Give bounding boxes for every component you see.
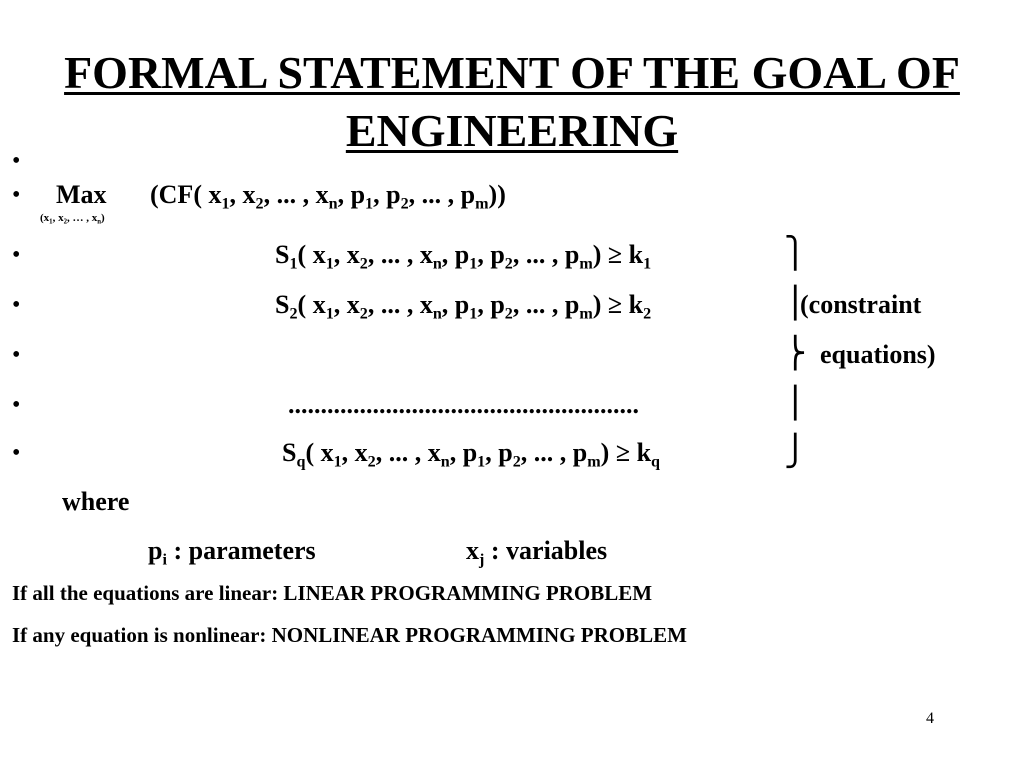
page-number: 4 xyxy=(926,710,934,727)
bullet-3: • xyxy=(12,242,21,268)
bullet-2: • xyxy=(12,182,21,208)
constraint-ellipsis: ...................................................... xyxy=(288,390,639,419)
where-label: where xyxy=(62,487,130,516)
nonlinear-note: If any equation is nonlinear: NONLINEAR PROGRAMMING PROBLEM xyxy=(12,623,687,647)
parameters-definition: $p_i$ : parameters xyxy=(148,536,316,569)
slide-title-line-2: ENGINEERING xyxy=(345,105,679,156)
constraint-s1: $S_1$( $x_1$, $x_2$, ... , $x_n$, $p_1$, $p_2$, ... , $p_m) \ge k_1$ xyxy=(275,240,652,273)
brace-lower-bar: ⎪ xyxy=(784,387,807,420)
brace-middle: ⎬ xyxy=(784,337,807,370)
objective-max-subscript: ($x_1$, $x_2$, … , $x_n$) xyxy=(40,212,105,226)
constraint-sq: $S_q$( $x_1$, $x_2$, ... , $x_n$, $p_1$, $p_2$, ... , $p_m) \ge k_q$ xyxy=(282,438,661,471)
bullet-5: • xyxy=(12,342,21,368)
linear-note: If all the equations are linear: LINEAR PROGRAMMING PROBLEM xyxy=(12,581,653,605)
bullet-7: • xyxy=(12,440,21,466)
constraint-label-line-1: (constraint xyxy=(800,290,922,319)
bullet-1: • xyxy=(12,148,21,174)
brace-upper-bar: ⎪ xyxy=(784,287,807,320)
objective-function: (CF( $x_1$, $x_2$, ... , $x_n$, $p_1$, $p_2$, ... , $p_m$)) xyxy=(150,180,506,213)
bullet-6: • xyxy=(12,392,21,418)
brace-bottom: ⎭ xyxy=(784,435,807,468)
constraint-s2: $S_2$( $x_1$, $x_2$, ... , $x_n$, $p_1$, $p_2$, ... , $p_m) \ge k_2$ xyxy=(275,290,652,323)
constraint-label-line-2: equations) xyxy=(820,340,936,369)
objective-max-keyword: Max xyxy=(56,180,107,209)
slide-title-line-1: FORMAL STATEMENT OF THE GOAL OF xyxy=(64,47,960,98)
bullet-4: • xyxy=(12,292,21,318)
brace-top: ⎫ xyxy=(784,237,807,270)
variables-definition: $x_j$ : variables xyxy=(466,536,608,569)
